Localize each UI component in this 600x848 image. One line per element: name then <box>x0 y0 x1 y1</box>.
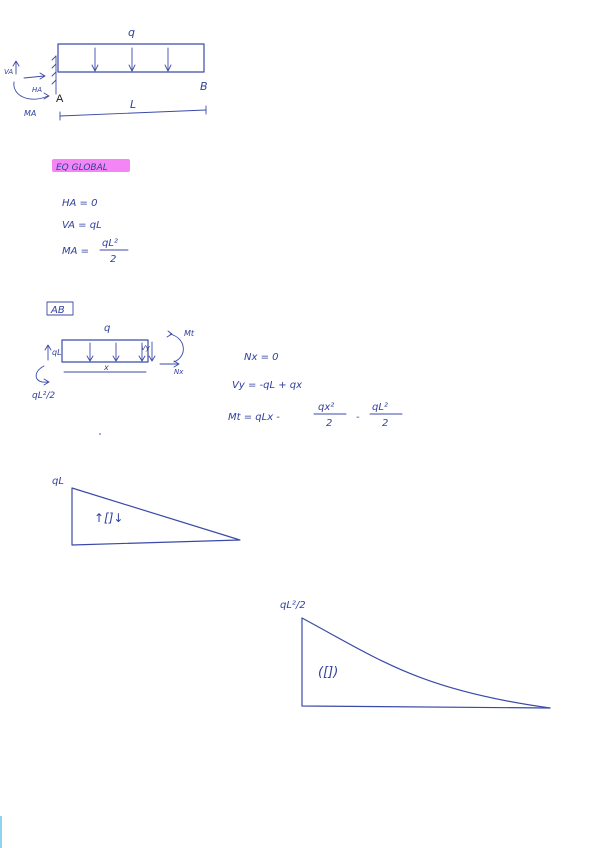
eq-nx: Nx = 0 <box>244 352 279 363</box>
reaction-ma-label: MA <box>24 109 37 118</box>
eq-mt-minus: - <box>356 412 360 423</box>
moment-sign-symbol: ([]) <box>318 665 339 680</box>
section-shear-label: Vy <box>141 344 150 352</box>
reaction-va-label: VA <box>4 68 14 76</box>
reaction-ha-label: HA <box>32 86 43 94</box>
eq-mt-num1: qx² <box>318 402 335 413</box>
reaction-arrows <box>13 61 49 99</box>
point-b-label: B <box>200 80 208 93</box>
length-label: L <box>130 98 137 111</box>
beam-sketch <box>4 26 208 120</box>
section-ab-tag: AB <box>51 305 65 316</box>
eq-vy: Vy = -qL + qx <box>232 380 303 391</box>
moment-peak-label: qL²/2 <box>280 600 306 611</box>
shear-peak-label: qL <box>52 476 64 487</box>
eq-mt-den2: 2 <box>382 418 389 429</box>
section-moment-label: Mt <box>184 329 195 338</box>
page-edge-mark <box>0 816 2 848</box>
section-ab <box>32 302 402 435</box>
eq-ma-numerator: qL² <box>102 238 118 249</box>
section-left-moment: qL²/2 <box>32 391 56 401</box>
eq-mt-num2: qL² <box>372 402 388 413</box>
beam-load-label: q <box>128 26 135 39</box>
global-equilibrium <box>52 159 130 265</box>
section-load-arrows <box>87 343 145 361</box>
eq-mt-den1: 2 <box>326 418 333 429</box>
section-axial-label: Nx <box>174 368 184 376</box>
section-right-forces <box>149 331 183 367</box>
distributed-load-box <box>58 44 204 72</box>
shear-diagram <box>52 476 240 545</box>
eq-ma-left: MA = <box>62 246 90 257</box>
moment-diagram-curve <box>302 618 550 708</box>
section-x-label: x <box>104 363 109 372</box>
load-arrows <box>58 48 204 72</box>
section-load-box <box>62 340 148 362</box>
eq-global-title: EQ GLOBAL <box>56 163 108 173</box>
fixed-support <box>52 56 56 94</box>
section-load-label: q <box>104 323 111 334</box>
section-left-force: qL <box>52 348 62 357</box>
section-left-reactions <box>36 345 51 385</box>
shear-sign-symbol: ↑[]↓ <box>94 511 124 525</box>
eq-va: VA = qL <box>62 220 102 231</box>
ink-dot <box>99 433 101 435</box>
moment-diagram-axes <box>302 618 550 708</box>
eq-ha: HA = 0 <box>62 198 98 209</box>
point-a-label: A <box>56 93 64 105</box>
moment-diagram <box>280 600 550 708</box>
eq-ma-denominator: 2 <box>110 254 117 265</box>
eq-mt-left: Mt = qLx - <box>228 412 280 423</box>
